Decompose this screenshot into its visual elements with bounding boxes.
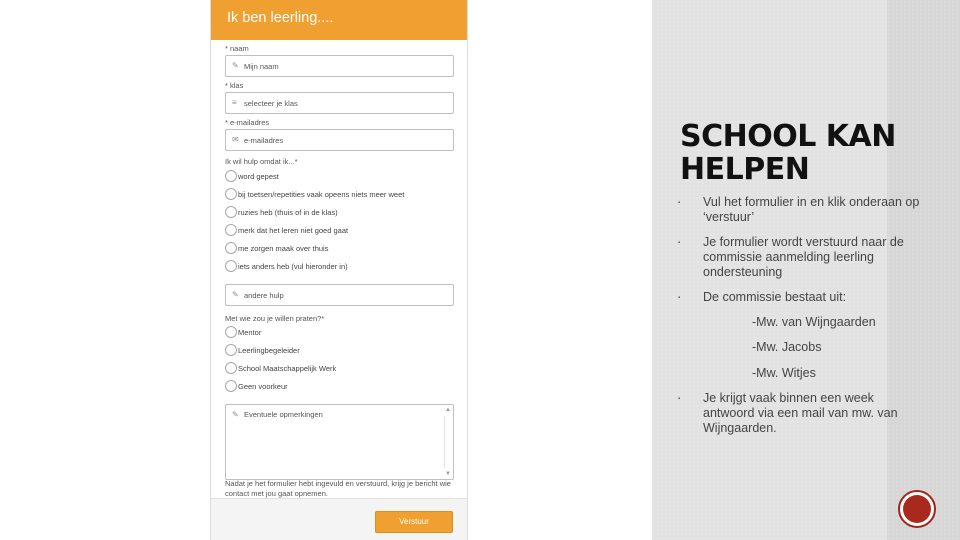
help-label: Ik wil hulp omdat ik...*: [225, 157, 298, 166]
email-input[interactable]: [225, 129, 454, 151]
help-option-label: iets anders heb (vul hieronder in): [238, 262, 348, 271]
radio-button[interactable]: [225, 326, 237, 338]
remarks-textarea[interactable]: [225, 404, 454, 480]
talk-option-label: Leerlingbegeleider: [238, 346, 300, 355]
radio-button[interactable]: [225, 260, 237, 272]
class-select[interactable]: [225, 92, 454, 114]
remarks-placeholder: Eventuele opmerkingen: [244, 410, 323, 419]
class-placeholder: selecteer je klas: [244, 99, 298, 108]
info-bullet: Je krijgt vaak binnen een week antwoord via een mail van mw. van Wijngaarden.: [703, 391, 898, 435]
email-label: * e-mailadres: [225, 118, 270, 127]
help-option-label: word gepest: [238, 172, 279, 181]
help-option-label: ruzies heb (thuis of in de klas): [238, 208, 338, 217]
help-option-label: bij toetsen/repetities vaak opeens niets meer weet: [238, 190, 405, 199]
envelope-icon: ✉: [232, 135, 239, 144]
name-label: * naam: [225, 44, 249, 53]
name-placeholder: Mijn naam: [244, 62, 279, 71]
info-title: SCHOOL KAN HELPEN: [680, 119, 896, 187]
email-placeholder: e-mailadres: [244, 136, 284, 145]
radio-button[interactable]: [225, 242, 237, 254]
info-bullet: Vul het formulier in en klik onderaan op ‘verstuur’: [703, 195, 920, 224]
info-bullet: Je formulier wordt verstuurd naar de commissie aanmelding leerling ondersteuning: [703, 235, 904, 279]
radio-button[interactable]: [225, 206, 237, 218]
form-title: Ik ben leerling....: [227, 10, 334, 26]
student-form: [210, 0, 468, 540]
form-footer: [211, 498, 468, 540]
bullet-icon: ▪: [678, 240, 681, 246]
scroll-up-icon[interactable]: ▲: [445, 407, 451, 413]
list-icon: ≡: [232, 98, 237, 107]
radio-button[interactable]: [225, 170, 237, 182]
talk-label: Met wie zou je willen praten?*: [225, 314, 325, 323]
radio-button[interactable]: [225, 188, 237, 200]
scroll-down-icon[interactable]: ▼: [445, 471, 451, 477]
pencil-icon: ✎: [232, 290, 239, 299]
talk-option-label: Mentor: [238, 328, 262, 337]
help-option-label: merk dat het leren niet goed gaat: [238, 226, 349, 235]
bullet-icon: ▪: [678, 200, 681, 206]
talk-option-label: School Maatschappelijk Werk: [238, 364, 337, 373]
radio-button[interactable]: [225, 344, 237, 356]
help-option-label: me zorgen maak over thuis: [238, 244, 329, 253]
form-header: [211, 0, 468, 40]
committee-member: -Mw. Jacobs: [752, 340, 822, 354]
info-bullet: De commissie bestaat uit:: [703, 290, 847, 304]
committee-member: -Mw. Witjes: [752, 366, 816, 380]
other-help-input[interactable]: [225, 284, 454, 306]
bullet-icon: ▪: [678, 396, 681, 402]
decorative-circle: [898, 490, 936, 528]
scrollbar-track[interactable]: [444, 416, 452, 468]
bullet-icon: ▪: [678, 295, 681, 301]
radio-button[interactable]: [225, 224, 237, 236]
form-note: Nadat je het formulier hebt ingevuld en verstuurd, krijg je bericht wie contact met jou gaat opnemen.: [225, 479, 451, 498]
radio-button[interactable]: [225, 380, 237, 392]
talk-option-label: Geen voorkeur: [238, 382, 288, 391]
pencil-icon: ✎: [232, 61, 239, 70]
radio-button[interactable]: [225, 362, 237, 374]
other-help-placeholder: andere hulp: [244, 291, 284, 300]
class-label: * klas: [225, 81, 244, 90]
committee-member: -Mw. van Wijngaarden: [752, 315, 876, 329]
name-input[interactable]: [225, 55, 454, 77]
submit-button[interactable]: Verstuur: [375, 511, 453, 533]
pencil-icon: ✎: [232, 410, 239, 419]
decorative-circle-inner: [903, 495, 931, 523]
